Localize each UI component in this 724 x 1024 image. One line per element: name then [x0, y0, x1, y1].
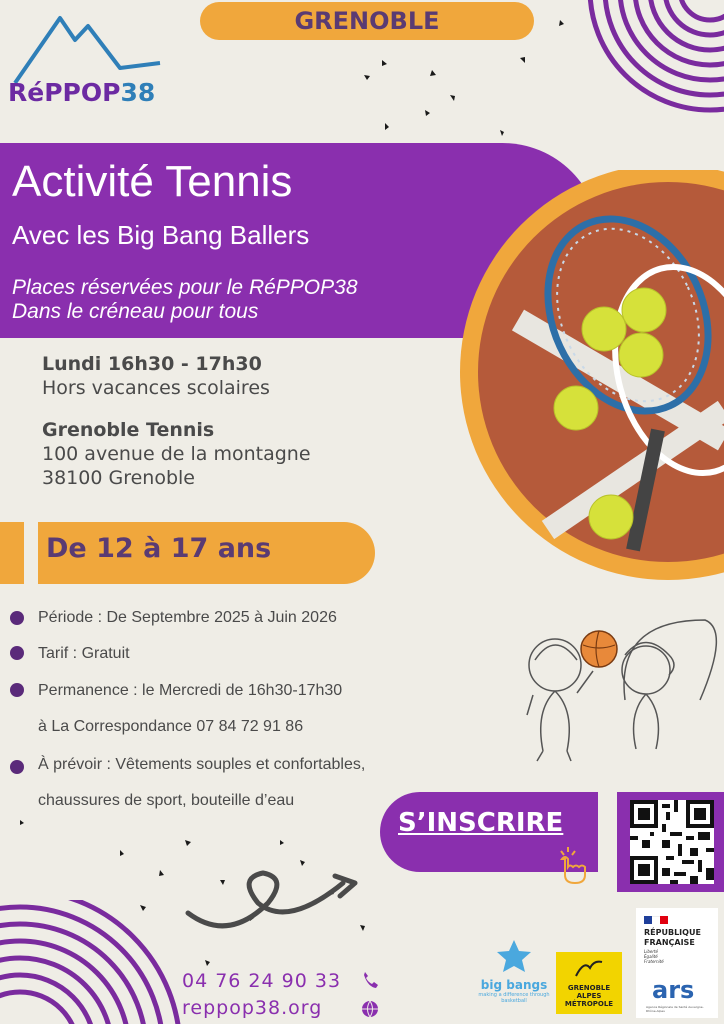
- logo-wordmark: [8, 78, 155, 107]
- venue-block: [42, 418, 311, 490]
- tennis-photo: [458, 170, 724, 590]
- detail-permanence-1: Permanence : le Mercredi de 16h30-17h30: [38, 682, 343, 699]
- qr-code[interactable]: [630, 800, 714, 884]
- rf-motto: [644, 949, 664, 964]
- places-line-2: Dans le créneau pour tous: [12, 300, 259, 323]
- page-title: Activité Tennis: [12, 157, 293, 206]
- sponsor-big-bangs: [478, 938, 550, 1018]
- schedule-block: [42, 352, 270, 400]
- star-icon: [494, 938, 534, 974]
- globe-icon: [361, 1000, 379, 1018]
- signup-button-label[interactable]: S’INSCRIRE: [398, 808, 564, 838]
- venue-street: 100 avenue de la montagne: [42, 443, 311, 465]
- children-illustration: [525, 615, 724, 765]
- detail-tarif: Tarif : Gratuit: [38, 645, 130, 662]
- age-label: De 12 à 17 ans: [46, 533, 272, 564]
- venue-city: 38100 Grenoble: [42, 467, 195, 489]
- bullet-tarif: [10, 646, 24, 660]
- ars-subtitle: Agence Régionale de Santé Auvergne-Rhône-Alpes: [646, 1005, 704, 1013]
- detail-prevoir-1: À prévoir : Vêtements souples et confortables,: [38, 756, 366, 773]
- rf-motto-2: Égalité: [644, 954, 658, 959]
- page-subtitle: Avec les Big Bang Ballers: [12, 220, 310, 250]
- reserved-places-note: [12, 276, 358, 324]
- venue-name: Grenoble Tennis: [42, 419, 215, 441]
- detail-permanence-2: à La Correspondance 07 84 72 91 86: [38, 718, 304, 735]
- contact-phone[interactable]: 04 76 24 90 33: [182, 970, 342, 992]
- schedule-day-time: Lundi 16h30 - 17h30: [42, 353, 262, 375]
- bullet-periode: [10, 611, 24, 625]
- bigbangs-tagline: making a difference through basketball: [478, 992, 550, 1004]
- rf-motto-3: Fraternité: [644, 959, 664, 964]
- logo-text-number: 38: [120, 78, 156, 107]
- detail-periode: Période : De Septembre 2025 à Juin 2026: [38, 609, 337, 626]
- bullet-permanence: [10, 683, 24, 697]
- metropole-logo-icon: [574, 958, 604, 980]
- rf-line-2: FRANÇAISE: [644, 938, 695, 947]
- age-accent-bar: [0, 522, 24, 584]
- detail-prevoir-2: chaussures de sport, bouteille d’eau: [38, 792, 295, 809]
- sponsor-metropole: [556, 952, 622, 1014]
- schedule-note: Hors vacances scolaires: [42, 377, 270, 399]
- logo-text-main: RéPPOP: [8, 78, 121, 107]
- rf-motto-1: Liberté: [644, 949, 659, 954]
- metropole-line-2: MÉTROPOLE: [564, 1000, 614, 1008]
- tap-hand-icon: [553, 845, 587, 885]
- bigbangs-name: big bangs: [480, 978, 548, 992]
- rf-line-1: RÉPUBLIQUE: [644, 928, 701, 937]
- metropole-line-1: GRENOBLE ALPES: [567, 984, 611, 1000]
- mountain-logo-icon: [10, 8, 170, 88]
- basketball-icon: [581, 631, 617, 667]
- contact-website[interactable]: reppop38.org: [182, 997, 323, 1019]
- bullet-prevoir: [10, 760, 24, 774]
- sponsor-republique-ars: [636, 908, 718, 1018]
- city-badge: GRENOBLE: [200, 2, 534, 40]
- phone-icon: [362, 971, 378, 989]
- curved-arrow-icon: [180, 858, 370, 938]
- places-line-1: Places réservées pour le RéPPOP38: [12, 276, 358, 299]
- ars-logo: ars: [652, 976, 695, 1004]
